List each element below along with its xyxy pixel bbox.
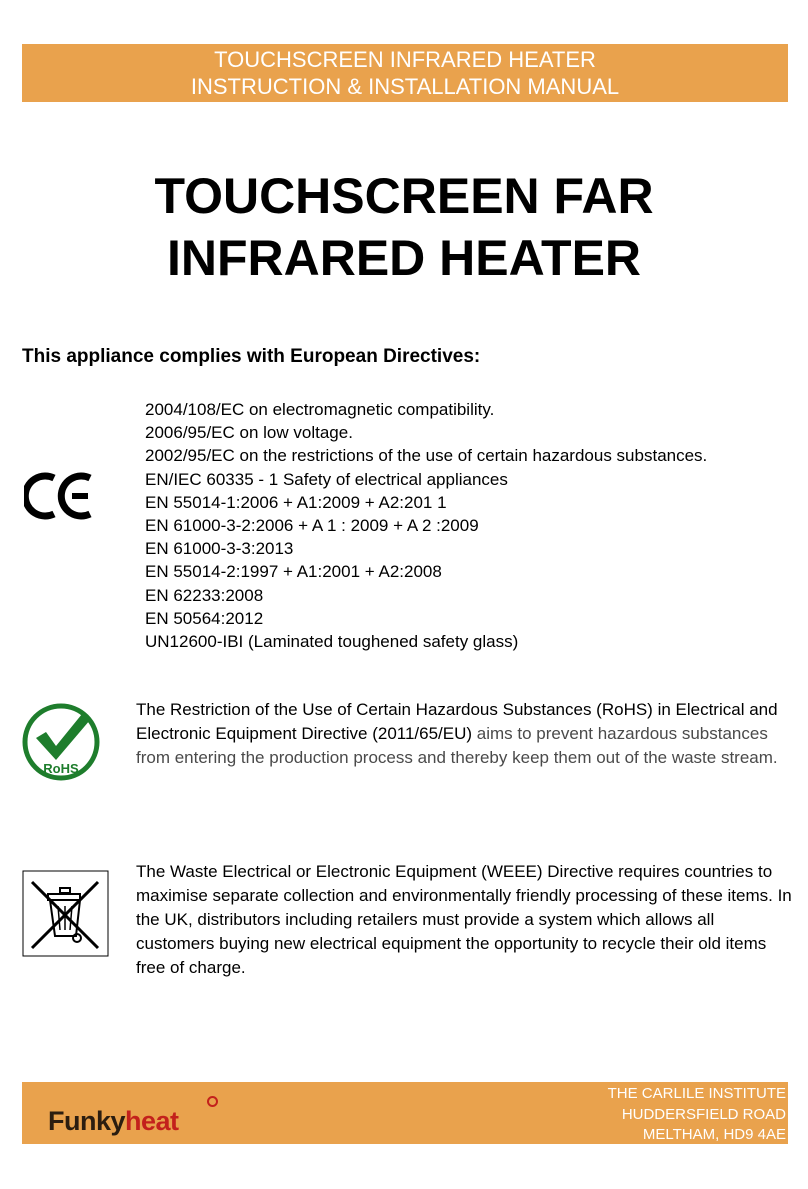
directive-item: EN 55014-2:1997 + A1:2001 + A2:2008 (145, 562, 442, 582)
funkyheat-logo (48, 1106, 179, 1137)
directive-item: 2004/108/EC on electromagnetic compatibility. (145, 400, 495, 419)
page-title (0, 165, 808, 289)
directive-item: EN/IEC 60335 - 1 Safety of electrical appliances (145, 469, 508, 489)
rohs-text-part-2: aims to prevent hazardous substances from entering the production process and thereby keep them out of the waste stream. (136, 724, 778, 767)
page-title-line-2: INFRARED HEATER (166, 230, 642, 286)
rohs-paragraph (136, 698, 786, 770)
directive-item: 2006/95/EC on low voltage. (145, 423, 353, 443)
header-line-1: TOUCHSCREEN INFRARED HEATER (214, 47, 596, 72)
directive-item: EN 62233:2008 (145, 585, 264, 605)
ce-mark-icon (24, 470, 96, 522)
address-line-3: MELTHAM, HD9 4AE (642, 1126, 786, 1143)
directive-item: EN 50564:2012 (145, 608, 264, 628)
header-line-2: INSTRUCTION & INSTALLATION MANUAL (190, 74, 620, 99)
compliance-heading: This appliance complies with European Directives: (22, 346, 481, 367)
address-line-2: HUDDERSFIELD ROAD (621, 1105, 786, 1123)
page-title-line-1: TOUCHSCREEN FAR (154, 168, 654, 224)
directive-item: EN 61000-3-2:2006 + A 1 : 2009 + A 2 :2009 (145, 516, 479, 536)
address-line-1: THE CARLILE INSTITUTE (607, 1085, 786, 1102)
directive-item: UN12600-IBI (Laminated toughened safety glass) (145, 632, 519, 652)
crossed-wheelie-bin-icon (22, 870, 109, 957)
brand-part-2: heat (125, 1106, 179, 1136)
rohs-text-part-1: The Restriction of the Use of Certain Hazardous Substances (RoHS) in Electrical and Electronic Equipment Directive (2011/65/EU) (136, 700, 778, 743)
directive-item: 2002/95/EC on the restrictions of the use of certain hazardous substances. (145, 446, 708, 466)
footer-address (608, 1084, 786, 1146)
directives-list (145, 398, 707, 653)
header-banner (22, 44, 788, 102)
rohs-check-icon (22, 700, 100, 784)
weee-paragraph: The Waste Electrical or Electronic Equipment (WEEE) Directive requires countries to maximise separate collection and environmentally friendly processing of these items. In the UK, distributors including retailers must provide a system which allows all customers buying new electrical equipment the opportunity to recycle their old items free of charge. (136, 862, 792, 977)
directive-item: EN 61000-3-3:2013 (145, 539, 294, 559)
brand-degree-icon (207, 1096, 218, 1107)
rohs-logo-label: RoHS (43, 761, 79, 776)
brand-part-1: Funky (48, 1106, 126, 1136)
directive-item: EN 55014-1:2006 + A1:2009 + A2:201 1 (145, 492, 447, 512)
